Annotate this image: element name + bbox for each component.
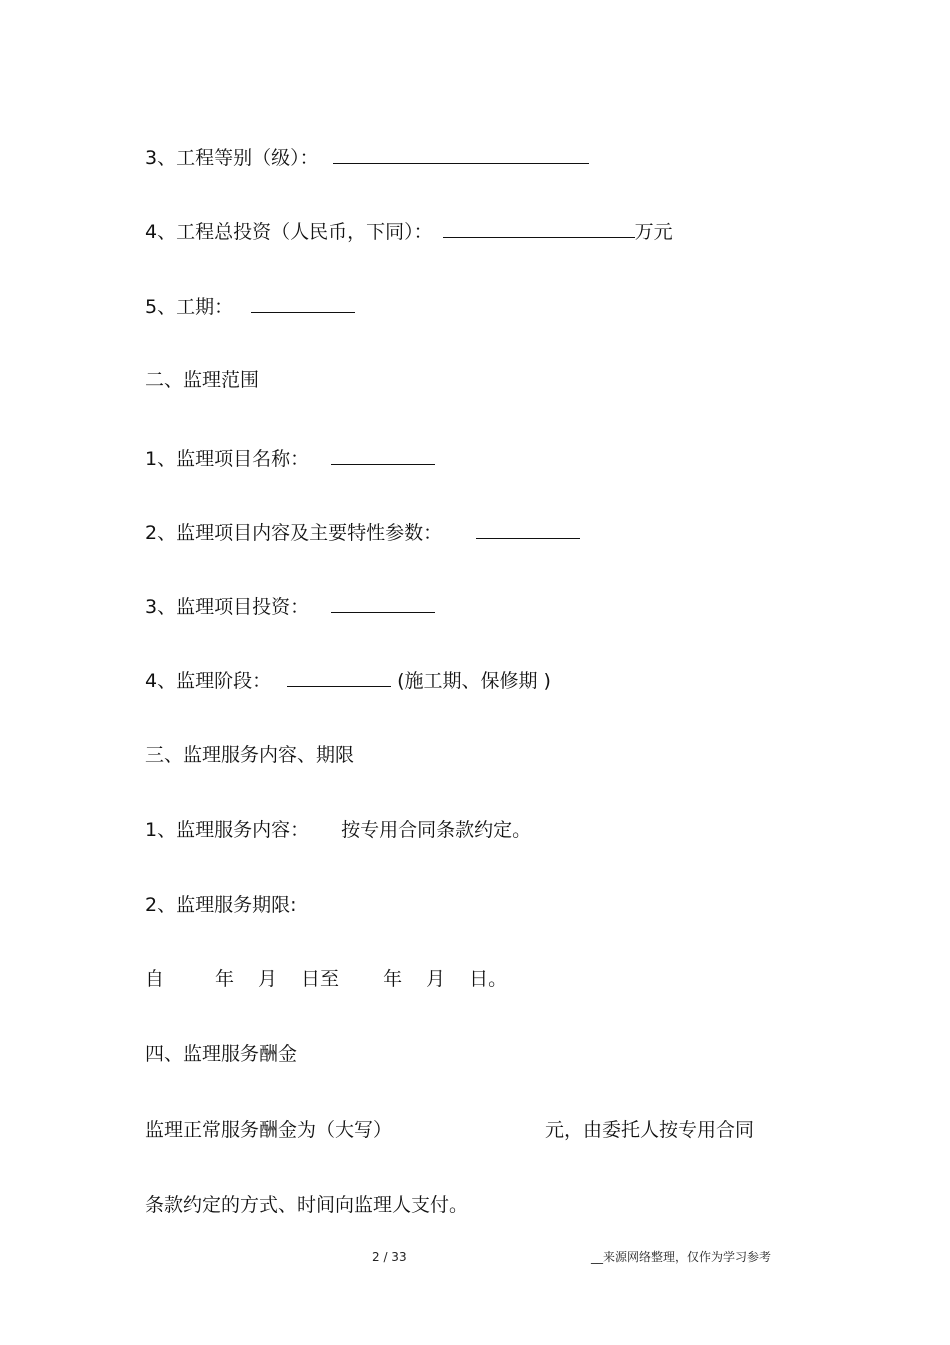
service-period-dates bbox=[145, 967, 507, 991]
supervision-stage-line bbox=[145, 668, 551, 693]
total-investment-unit: 万元 bbox=[634, 221, 673, 243]
project-grade-line bbox=[145, 145, 589, 170]
total-investment-label: 4、工程总投资（人民币，下同）： bbox=[145, 221, 433, 243]
supervision-content-label: 2、监理项目内容及主要特性参数： bbox=[145, 522, 443, 544]
section-3-heading: 三、监理服务内容、期限 bbox=[145, 744, 355, 766]
supervision-content-line bbox=[145, 520, 580, 545]
supervision-project-name-blank[interactable] bbox=[331, 446, 435, 465]
supervision-investment-label: 3、监理项目投资： bbox=[145, 596, 310, 618]
supervision-investment-line bbox=[145, 594, 435, 619]
supervision-project-name-label: 1、监理项目名称： bbox=[145, 448, 310, 470]
start-month-label: 月 bbox=[258, 968, 278, 990]
service-content-value: 按专用合同条款约定。 bbox=[341, 819, 532, 841]
end-day-label: 日。 bbox=[469, 968, 508, 990]
supervision-stage-options: (施工期、保修期 ) bbox=[397, 670, 551, 692]
duration-blank[interactable] bbox=[251, 294, 355, 313]
date-from-label: 自 bbox=[145, 968, 165, 990]
source-note: __来源网络整理，仅作为学习参考 bbox=[591, 1250, 772, 1264]
project-grade-label: 3、工程等别（级）： bbox=[145, 147, 319, 169]
supervision-stage-label: 4、监理阶段： bbox=[145, 670, 272, 692]
supervision-stage-blank[interactable] bbox=[287, 668, 391, 687]
total-investment-line bbox=[145, 219, 673, 244]
start-year-label: 年 bbox=[215, 968, 235, 990]
supervision-project-name-line bbox=[145, 446, 435, 471]
service-content-label: 1、监理服务内容： bbox=[145, 819, 310, 841]
fee-prefix: 监理正常服务酬金为（大写） bbox=[145, 1119, 393, 1141]
supervision-content-blank[interactable] bbox=[476, 520, 580, 539]
section-2-heading: 二、监理范围 bbox=[145, 369, 260, 391]
section-4-heading: 四、监理服务酬金 bbox=[145, 1043, 298, 1065]
duration-line bbox=[145, 294, 355, 319]
page-number: 2 / 33 bbox=[372, 1250, 407, 1264]
duration-label: 5、工期： bbox=[145, 296, 234, 318]
total-investment-blank[interactable] bbox=[443, 219, 635, 238]
service-period-label: 2、监理服务期限: bbox=[145, 894, 297, 916]
fee-line bbox=[145, 1118, 754, 1142]
service-content-line bbox=[145, 818, 531, 842]
project-grade-blank[interactable] bbox=[333, 145, 589, 164]
end-month-label: 月 bbox=[426, 968, 446, 990]
supervision-investment-blank[interactable] bbox=[331, 594, 435, 613]
fee-line-2: 条款约定的方式、时间向监理人支付。 bbox=[145, 1194, 469, 1216]
start-day-label: 日至 bbox=[301, 968, 340, 990]
end-year-label: 年 bbox=[383, 968, 403, 990]
fee-suffix: 元，由委托人按专用合同 bbox=[545, 1119, 755, 1141]
